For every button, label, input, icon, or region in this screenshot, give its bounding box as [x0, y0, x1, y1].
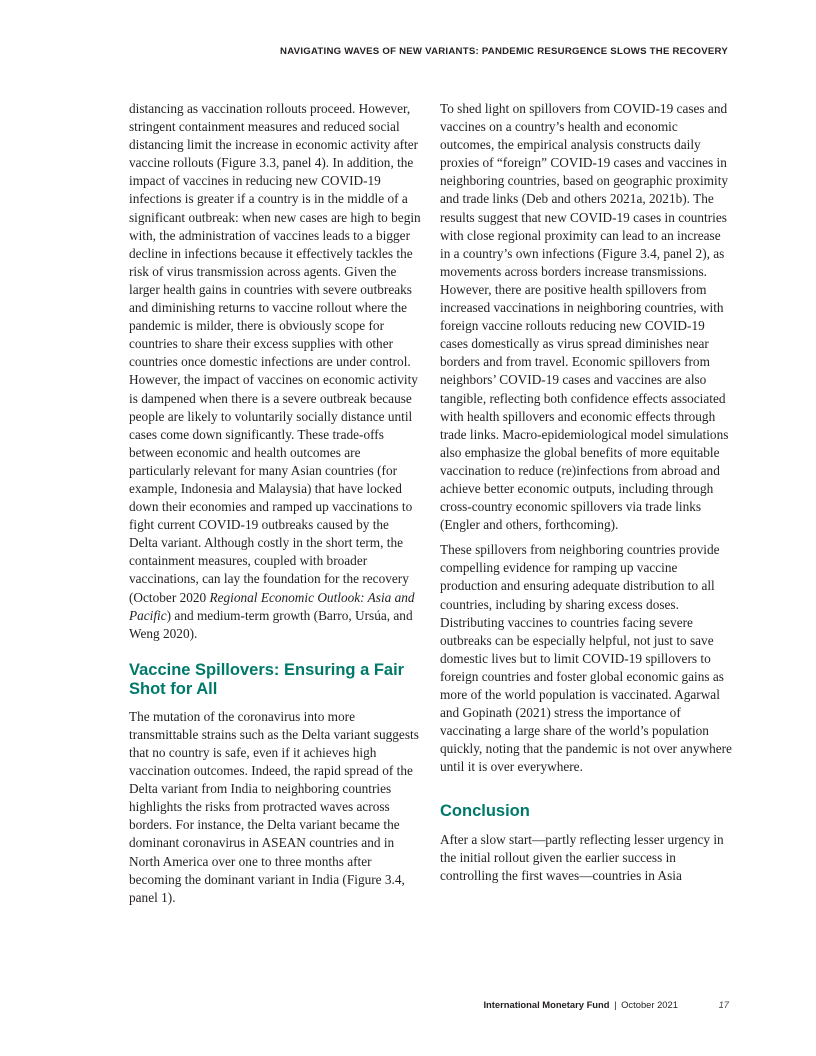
section-heading-conclusion: Conclusion	[440, 802, 530, 821]
section-heading-vaccine-spillovers: Vaccine Spillovers: Ensuring a Fair Shot for All	[129, 660, 405, 699]
right-paragraph-3: After a slow start—partly reflecting lesser urgency in the initial rollout given the earlier success in controlling the first waves—countries in Asia	[440, 831, 724, 884]
publication-title: Regional Economic Outlook: Asia and Pacific	[129, 589, 415, 623]
left-paragraph-1-text-b: ) and medium-term growth (Barro, Ursúa, and Weng 2020).	[129, 607, 413, 641]
right-paragraph-1: To shed light on spillovers from COVID-19 cases and vaccines on a country’s health and economic outcomes, the empirical analysis constructs daily proxies of “foreign” COVID-19 cases and vaccines in neighboring countries, based on geographic proximity and trade links (Deb and others 2021a, 2021b). The results suggest that new COVID-19 cases in countries with close regional proximity can lead to an increase in a country’s own infections (Figure 3.4, panel 2), as movements across borders increase transmissions. However, there are positive health spillovers from increased vaccinations in neighboring countries, with foreign vaccine rollouts reducing new COVID-19 cases domestically as virus spread diminishes near borders and from travel. Economic spillovers from neighbors’ COVID-19 cases and vaccines are also tangible, reflecting both confidence effects associated with health spillovers and economic effects through trade links. Macro-epidemiological model simulations also emphasize the global benefits of more equitable vaccination to reduce (re)infections from abroad and achieve better economic outputs, including through cross-country economic spillovers via trade links (Engler and others, forthcoming).	[440, 101, 729, 533]
page-footer	[483, 999, 729, 1010]
right-column	[440, 100, 732, 892]
footer-organization: International Monetary Fund	[483, 999, 610, 1010]
left-column	[129, 100, 421, 914]
right-paragraph-2: These spillovers from neighboring countries provide compelling evidence for ramping up vaccine production and ensuring adequate distribution to all countries, including by sharing excess doses. Distributing vaccines to countries facing severe outbreaks can be especially helpful, not just to save domestic lives but to limit COVID-19 spillovers to foreign countries and foster global economic gains as more of the world population is vaccinated. Agarwal and Gopinath (2021) stress the importance of vaccinating a large share of the world’s population quickly, noting that the pandemic is not over anywhere until it is over everywhere.	[440, 542, 732, 775]
left-paragraph-1-text-a: distancing as vaccination rollouts proceed. However, stringent containment measures and reduced social distancing limit the increase in economic activity after vaccine rollouts (Figure 3.3, panel 4). In addition, the impact of vaccines in reducing new COVID-19 infections is greater if a country is in the middle of a significant outbreak: when new cases are high to begin with, the administration of vaccines leads to a bigger decline in infections because it effectively tackles the risk of virus transmission across agents. Given the larger health gains in countries with severe outbreaks and diminishing returns to vaccine rollout where the pandemic is milder, there is obviously scope for countries to share their excess supplies with other countries once domestic infections are under control. However, the impact of vaccines on economic activity is dampened when there is a severe outbreak because people are likely to voluntarily socially distance until cases come down significantly. These trade-offs between economic and health outcomes are particularly relevant for many Asian countries (for example, Indonesia and Malaysia) that have locked down their economies and ramped up vaccinations to fight current COVID-19 outbreaks caused by the Delta variant. Although costly in the short term, the containment measures, coupled with broader vaccinations, can lay the foundation for the recovery (October 2020	[129, 101, 421, 605]
left-paragraph-1	[129, 100, 421, 643]
footer-date: October 2021	[621, 999, 678, 1010]
page-number: 17	[718, 999, 729, 1010]
running-head: NAVIGATING WAVES OF NEW VARIANTS: PANDEMIC RESURGENCE SLOWS THE RECOVERY	[280, 46, 728, 57]
footer-separator: |	[614, 999, 617, 1010]
left-paragraph-2: The mutation of the coronavirus into more transmittable strains such as the Delta variant suggests that no country is safe, even if it achieves high vaccination outcomes. Indeed, the rapid spread of the Delta variant from India to neighboring countries highlights the risks from protracted waves across borders. For instance, the Delta variant became the dominant coronavirus in ASEAN countries and in North America over one to three months after becoming the dominant variant in India (Figure 3.4, panel 1).	[129, 708, 419, 905]
